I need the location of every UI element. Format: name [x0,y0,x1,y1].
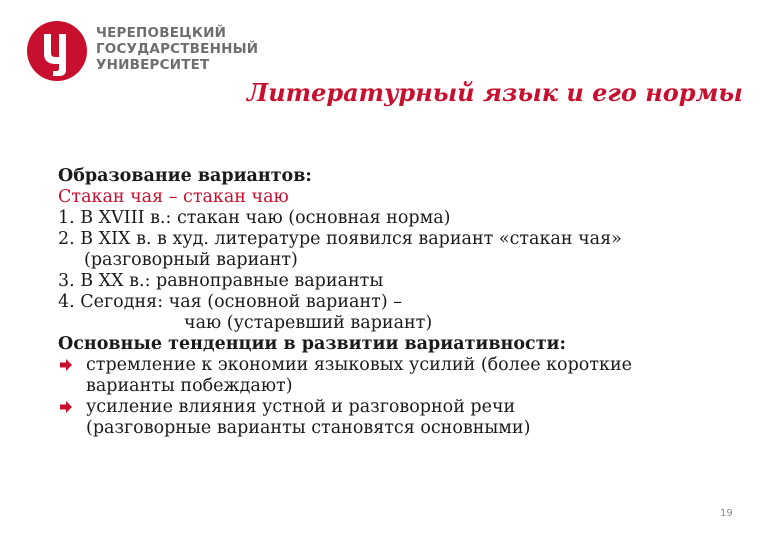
slide-body [58,166,758,439]
university-logo [26,20,259,90]
bullet-text: (разговорные варианты становятся основными) [86,418,531,438]
bullet-text: усиление влияния устной и разговорной речи [86,397,516,417]
university-name-line-3: УНИВЕРСИТЕТ [96,57,210,73]
list-item: 1. В XVIII в.: стакан чаю (основная норма) [58,208,451,228]
bullet-text: стремление к экономии языковых усилий (более короткие [86,355,632,375]
variants-heading: Образование вариантов: [58,166,312,186]
university-name [96,25,258,73]
list-item: 2. В XIX в. в худ. литературе появился вариант «стакан чая» [58,229,622,249]
list-item-continuation: (разговорный вариант) [84,250,298,270]
bullet-text: варианты побеждают) [86,376,293,396]
example-phrase: Стакан чая – стакан чаю [58,187,289,207]
bullet-arrow-icon [60,359,72,371]
list-item: 3. В XX в.: равноправные варианты [58,271,384,291]
bullet-item [58,355,758,397]
trends-heading: Основные тенденции в развитии вариативности: [58,334,566,354]
page-number: 19 [720,508,733,519]
list-item: 4. Сегодня: чая (основной вариант) – [58,292,402,312]
university-name-line-2: ГОСУДАРСТВЕННЫЙ [96,41,259,57]
list-item-continuation: чаю (устаревший вариант) [184,313,433,333]
slide-title: Литературный язык и его нормы [247,78,743,107]
bullet-item [58,397,758,439]
university-emblem-icon [26,20,88,82]
bullet-arrow-icon [60,401,72,413]
university-name-line-1: ЧЕРЕПОВЕЦКИЙ [96,25,227,41]
